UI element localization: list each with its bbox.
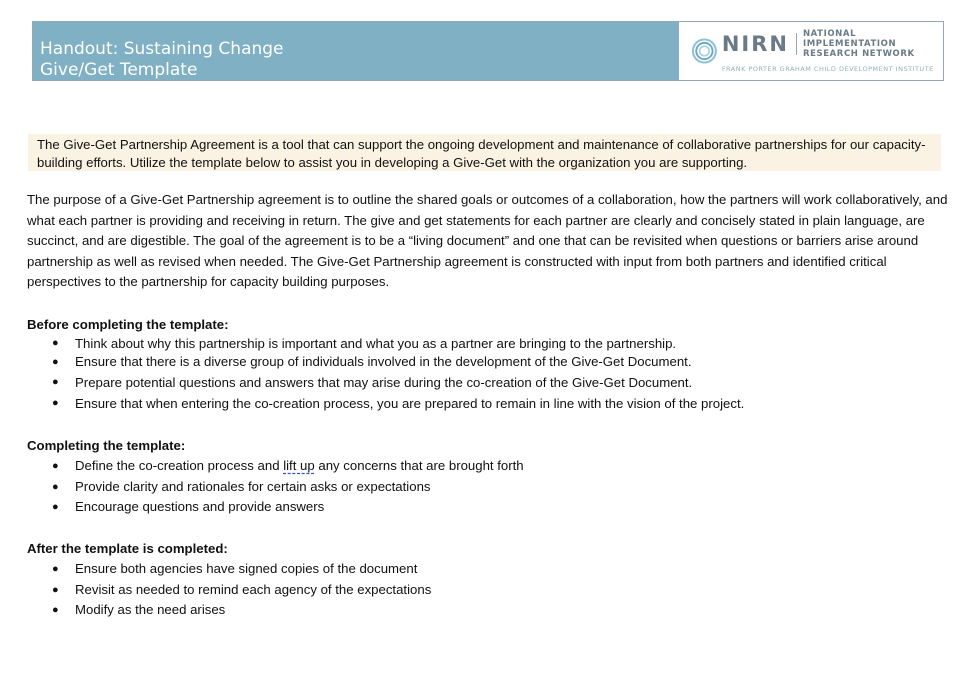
handout-title: Handout: Sustaining Change xyxy=(40,39,284,59)
nirn-logo xyxy=(678,22,943,80)
list-item: ● Prepare potential questions and answers that may arise during the co-creation of the Give-Get Document. xyxy=(27,372,947,393)
bullet-icon: ● xyxy=(52,583,59,596)
list-item: ● Encourage questions and provide answers xyxy=(27,497,947,518)
list-item: ● Ensure that when entering the co-creation process, you are prepared to remain in line with the vision of the project. xyxy=(27,393,947,414)
document-header xyxy=(32,21,944,81)
list-item: ● Define the co-creation process and lift up any concerns that are brought forth xyxy=(27,456,947,477)
before-section xyxy=(27,315,947,414)
before-heading: Before completing the template: xyxy=(27,317,229,332)
bullet-icon: ● xyxy=(52,480,59,493)
bullet-icon: ● xyxy=(52,376,59,388)
bullet-icon: ● xyxy=(52,337,59,349)
after-section xyxy=(27,539,947,621)
list-item: ● Modify as the need arises xyxy=(27,600,947,621)
list-item: ● Revisit as needed to remind each agency of the expectations xyxy=(27,580,947,601)
list-item: ● Ensure both agencies have signed copies of the document xyxy=(27,559,947,580)
grammar-flag[interactable]: lift up xyxy=(283,458,315,473)
bullet-icon: ● xyxy=(52,397,59,409)
completing-heading: Completing the template: xyxy=(27,438,186,453)
list-item: ● Think about why this partnership is important and what you as a partner are bringing to the partnership. xyxy=(52,336,677,351)
bullet-icon: ● xyxy=(52,604,59,617)
logo-institute: FRANK PORTER GRAHAM CHILD DEVELOPMENT INSTITUTE xyxy=(721,65,934,73)
handout-subtitle: Give/Get Template xyxy=(40,60,198,80)
completing-section xyxy=(27,436,947,518)
logo-network-name: NATIONAL IMPLEMENTATION RESEARCH NETWORK xyxy=(802,29,915,59)
before-list xyxy=(27,335,947,414)
bullet-icon: ● xyxy=(52,501,59,514)
bullet-icon: ● xyxy=(52,460,59,472)
bullet-icon: ● xyxy=(52,563,59,575)
list-item: ● Provide clarity and rationales for certain asks or expectations xyxy=(27,477,947,498)
list-item: ● Ensure that there is a diverse group of individuals involved in the development of the Give-Get Document. xyxy=(27,352,947,372)
intro-callout: The Give-Get Partnership Agreement is a tool that can support the ongoing development and maintenance of collaborative partnerships for our capacity-building efforts. Utilize the template below to assist you in developing a Give-Get with the organization you are supporting. xyxy=(28,134,941,171)
completing-list xyxy=(27,456,947,518)
nirn-rings-icon xyxy=(691,37,718,65)
bullet-icon: ● xyxy=(52,356,59,368)
header-title-block xyxy=(33,22,678,80)
logo-acronym: NIRN xyxy=(722,33,797,55)
after-list xyxy=(27,559,947,621)
purpose-paragraph: The purpose of a Give-Get Partnership agreement is to outline the shared goals or outcomes of a collaboration, how the partners will work collaboratively, and what each partner is providing and receiving in return. The give and get statements for each partner are clearly and concisely stated in plain language, are succinct, and are digestible. The goal of the agreement is to be a “living document” and one that can be revisited when questions or barriers arise around partnership as well as revised when needed. The Give-Get Partnership agreement is constructed with input from both partners and identified critical perspectives to the partnership for capacity building purposes. xyxy=(27,192,948,290)
after-heading: After the template is completed: xyxy=(27,541,228,556)
